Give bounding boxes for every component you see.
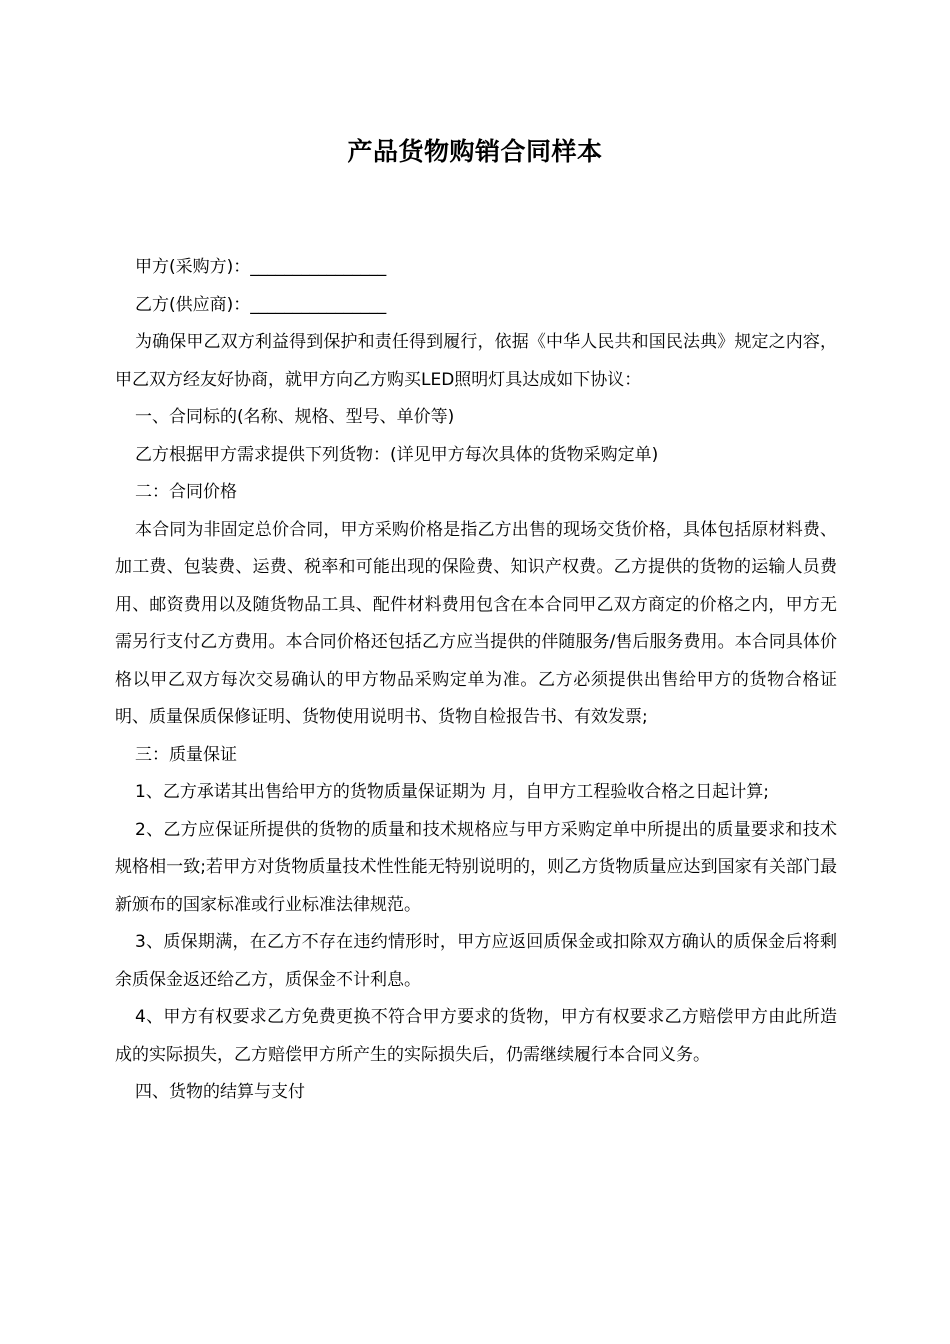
section-heading-settlement: 四、货物的结算与支付: [135, 1082, 305, 1102]
section-heading-price: 二：合同价格: [135, 482, 237, 502]
section-heading-quality: 三：质量保证: [135, 744, 237, 765]
preamble-paragraph: 为确保甲乙双方利益得到保护和责任得到履行，依据《中华人民共和国民法典》规定之内容，甲乙双方经友好协商，就甲方向乙方购买LED照明灯具达成如下协议：: [115, 332, 837, 390]
quality-clause-2: 2、乙方应保证所提供的货物的质量和技术规格应与甲方采购定单中所提出的质量要求和技术规格相一致;若甲方对货物质量技术性性能无特别说明的，则乙方货物质量应达到国家有关部门最新颁布的国家标准或行业标准法律规范。: [115, 819, 837, 915]
document-body: [115, 249, 837, 1112]
quality-clause-3: 3、质保期满，在乙方不存在违约情形时，甲方应返回质保金或扣除双方确认的质保金后将剩余质保金返还给乙方，质保金不计利息。: [115, 932, 837, 990]
party-a-line: 甲方(采购方)：________________: [135, 257, 387, 277]
party-b-line: 乙方(供应商)：________________: [135, 294, 387, 315]
quality-clause-4: 4、甲方有权要求乙方免费更换不符合甲方要求的货物，甲方有权要求乙方赔偿甲方由此所造成的实际损失，乙方赔偿甲方所产生的实际损失后，仍需继续履行本合同义务。: [115, 1007, 837, 1065]
price-paragraph: 本合同为非固定总价合同，甲方采购价格是指乙方出售的现场交货价格，具体包括原材料费、加工费、包装费、运费、税率和可能出现的保险费、知识产权费。乙方提供的货物的运输人员费用、邮资费用以及随货物品工具、配件材料费用包含在本合同甲乙双方商定的价格之内，甲方无需另行支付乙方费用。本合同价格还包括乙方应当提供的伴随服务/售后服务费用。本合同具体价格以甲乙双方每次交易确认的甲方物品采购定单为准。乙方必须提供出售给甲方的货物合格证明、质量保质保修证明、货物使用说明书、货物自检报告书、有效发票;: [115, 519, 837, 727]
quality-clause-1: 1、乙方承诺其出售给甲方的货物质量保证期为 月，自甲方工程验收合格之日起计算;: [135, 782, 769, 802]
section-heading-subject: 一、合同标的(名称、规格、型号、单价等): [135, 407, 455, 427]
subject-paragraph: 乙方根据甲方需求提供下列货物：(详见甲方每次具体的货物采购定单): [135, 444, 659, 465]
document-title: 产品货物购销合同样本: [347, 137, 603, 166]
